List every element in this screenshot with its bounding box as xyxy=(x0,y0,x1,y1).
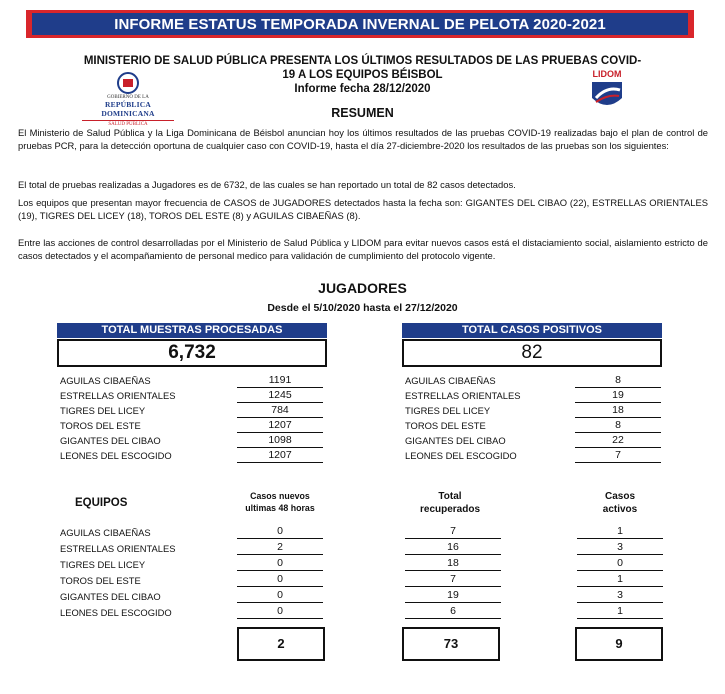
activos-value: 1 xyxy=(577,573,663,587)
report-date: Informe fecha 28/12/2020 xyxy=(294,83,431,95)
equipos-team: AGUILAS CIBAEÑAS xyxy=(60,527,151,538)
jugadores-title: JUGADORES xyxy=(318,280,407,296)
recuperados-value: 6 xyxy=(405,605,501,619)
logo-left-line-2: REPÚBLICA DOMINICANA xyxy=(101,100,155,118)
date-range: Desde el 5/10/2020 hasta el 27/12/2020 xyxy=(267,302,458,314)
logo-left-line-3: SALUD PÚBLICA xyxy=(82,120,174,127)
resumen-paragraph-2: El total de pruebas realizadas a Jugadores es de 6732, de las cuales se han reportado un total de 82 casos detectados. xyxy=(18,179,516,190)
equipos-team: LEONES DEL ESCOGIDO xyxy=(60,607,172,618)
muestras-value: 1207 xyxy=(237,419,323,433)
positivos-team: LEONES DEL ESCOGIDO xyxy=(405,450,517,461)
muestras-value: 1245 xyxy=(237,389,323,403)
activos-value: 1 xyxy=(577,525,663,539)
activos-value: 0 xyxy=(577,557,663,571)
positivos-team: ESTRELLAS ORIENTALES xyxy=(405,390,521,401)
ministry-heading: MINISTERIO DE SALUD PÚBLICA PRESENTA LOS ÚLTIMOS RESULTADOS DE LAS PRUEBAS COVID-19 A LOS EQUIPOS BÉISBOL xyxy=(83,55,642,81)
recuperados-value: 19 xyxy=(405,589,501,603)
equipos-column-header: EQUIPOS xyxy=(75,497,128,509)
muestras-total: 6,732 xyxy=(57,339,327,367)
nuevos-value: 0 xyxy=(237,557,323,571)
equipos-team: ESTRELLAS ORIENTALES xyxy=(60,543,176,554)
activos-total: 9 xyxy=(575,627,663,661)
lidom-logo-text: LIDOM xyxy=(592,69,622,79)
muestras-value: 1191 xyxy=(237,374,323,388)
muestras-team: GIGANTES DEL CIBAO xyxy=(60,435,161,446)
activos-header-line-2: activos xyxy=(602,504,638,515)
positivos-value: 7 xyxy=(575,449,661,463)
muestras-team: ESTRELLAS ORIENTALES xyxy=(60,390,176,401)
positivos-value: 8 xyxy=(575,374,661,388)
recuperados-value: 7 xyxy=(405,573,501,587)
muestras-value: 1207 xyxy=(237,449,323,463)
muestras-team: TIGRES DEL LICEY xyxy=(60,405,146,416)
muestras-team: LEONES DEL ESCOGIDO xyxy=(60,450,172,461)
positivos-team: TOROS DEL ESTE xyxy=(405,420,486,431)
nuevos-value: 2 xyxy=(237,541,323,555)
banner-title: INFORME ESTATUS TEMPORADA INVERNAL DE PELOTA 2020-2021 xyxy=(32,13,688,35)
positivos-team: TIGRES DEL LICEY xyxy=(405,405,491,416)
recuperados-header-line-1: Total xyxy=(438,491,462,502)
nuevos-header-line-1: Casos nuevos xyxy=(250,491,310,501)
muestras-team: AGUILAS CIBAEÑAS xyxy=(60,375,151,386)
activos-value: 1 xyxy=(577,605,663,619)
activos-value: 3 xyxy=(577,589,663,603)
positivos-value: 22 xyxy=(575,434,661,448)
activos-value: 3 xyxy=(577,541,663,555)
recuperados-total: 73 xyxy=(402,627,500,661)
nuevos-column-header xyxy=(225,490,335,514)
positivos-team: GIGANTES DEL CIBAO xyxy=(405,435,506,446)
resumen-paragraph-3: Los equipos que presentan mayor frecuencia de CASOS de JUGADORES detectados hasta la fecha son: GIGANTES DEL CIBAO (22), ESTRELLAS ORIENTALES (19), TIGRES DEL LICEY (18), TOROS DEL ESTE (8) y AGUILAS CIBAEÑAS (8). xyxy=(18,197,708,221)
muestras-value: 784 xyxy=(237,404,323,418)
positivos-team: AGUILAS CIBAEÑAS xyxy=(405,375,496,386)
logo-left-line-1: GOBIERNO DE LA xyxy=(107,95,149,100)
nuevos-value: 0 xyxy=(237,525,323,539)
positivos-value: 8 xyxy=(575,419,661,433)
nuevos-value: 0 xyxy=(237,573,323,587)
recuperados-value: 18 xyxy=(405,557,501,571)
muestras-team: TOROS DEL ESTE xyxy=(60,420,141,431)
positivos-header: TOTAL CASOS POSITIVOS xyxy=(402,323,662,338)
resumen-title: RESUMEN xyxy=(331,106,394,120)
equipos-team: TIGRES DEL LICEY xyxy=(60,559,146,570)
positivos-total: 82 xyxy=(402,339,662,367)
recuperados-value: 7 xyxy=(405,525,501,539)
nuevos-value: 0 xyxy=(237,589,323,603)
positivos-value: 18 xyxy=(575,404,661,418)
nuevos-value: 0 xyxy=(237,605,323,619)
recuperados-header-line-2: recuperados xyxy=(419,504,481,515)
resumen-paragraph-4: Entre las acciones de control desarrolladas por el Ministerio de Salud Pública y LIDOM para evitar nuevos casos está el distaciamiento social, aislamiento estricto de casos detectados y el acompañamiento de personal medico para validación de cumplimiento del protocolo vigente. xyxy=(18,237,708,261)
muestras-header: TOTAL MUESTRAS PROCESADAS xyxy=(57,323,327,338)
recuperados-value: 16 xyxy=(405,541,501,555)
nuevos-total: 2 xyxy=(237,627,325,661)
equipos-team: GIGANTES DEL CIBAO xyxy=(60,591,161,602)
positivos-value: 19 xyxy=(575,389,661,403)
activos-header-line-1: Casos xyxy=(604,491,635,502)
recuperados-column-header xyxy=(400,490,500,516)
nuevos-header-line-2: ultimas 48 horas xyxy=(245,503,315,513)
title-banner xyxy=(26,10,694,38)
resumen-paragraph-1: El Ministerio de Salud Pública y la Liga Dominicana de Béisbol anuncian hoy los últimos resultados de las pruebas COVID-19 realizadas bajo el plan de control de pruebas PCR, para la detección oportuna de cualquier caso con COVID-19, hasta el día 27-diciembre-2020 los resultados de las pruebas son los siguientes: xyxy=(18,127,708,151)
equipos-team: TOROS DEL ESTE xyxy=(60,575,141,586)
activos-column-header xyxy=(577,490,663,516)
muestras-value: 1098 xyxy=(237,434,323,448)
